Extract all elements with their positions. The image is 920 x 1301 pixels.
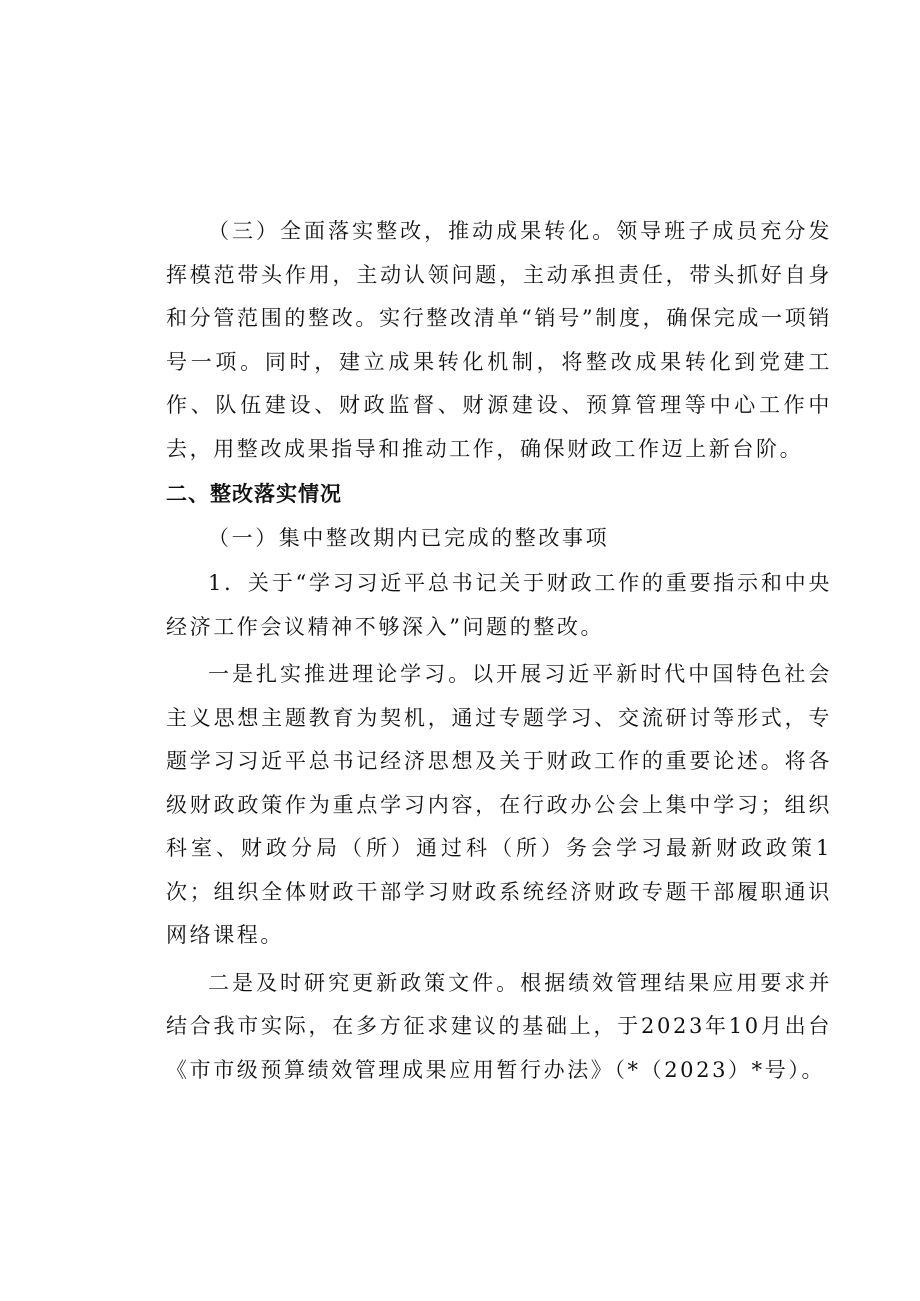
document-body xyxy=(166,210,832,1092)
paragraph-point-1 xyxy=(166,653,832,958)
paragraph-text: 根据绩效管理结果应用要求并结合我市实际，在多方征求建议的基础上，于2023年10月出台《市市级预算绩效管理成果应用暂行办法》（*（2023）*号）。 xyxy=(166,970,832,1082)
section-heading: 二、整改落实情况 xyxy=(166,482,342,506)
paragraph-lead: 一是扎实推进理论学习。 xyxy=(208,662,473,686)
paragraph-text: 以开展习近平新时代中国特色社会主义思想主题教育为契机，通过专题学习、交流研讨等形式，专题学习习近平总书记经济思想及关于财政工作的重要论述。将各级财政政策作为重点学习内容，在行政办公会上集中学习；组织科室、财政分局（所）通过科（所）务会学习最新财政政策1次；组织全体财政干部学习财政系统经济财政专题干部履职通识网络课程。 xyxy=(166,662,832,947)
paragraph-lead: （三）全面落实整改，推动成果转化。 xyxy=(208,219,617,243)
paragraph-point-2 xyxy=(166,962,832,1093)
paragraph-lead: 二是及时研究更新政策文件。 xyxy=(208,970,521,995)
subsection-heading: （一）集中整改期内已完成的整改事项 xyxy=(208,525,610,550)
item-heading: 1．关于“学习习近平总书记关于财政工作的重要指示和中央经济工作会议精神不够深入”问题的整改。 xyxy=(166,571,832,639)
paragraph-text: 领导班子成员充分发挥模范带头作用，主动认领问题，主动承担责任，带头抓好自身和分管范围的整改。实行整改清单“销号”制度，确保完成一项销号一项。同时，建立成果转化机制，将整改成果转化到党建工作、队伍建设、财政监督、财源建设、预算管理等中心工作中去，用整改成果指导和推动工作，确保财政工作迈上新台阶。 xyxy=(166,219,832,461)
paragraph-section-3 xyxy=(166,210,832,471)
